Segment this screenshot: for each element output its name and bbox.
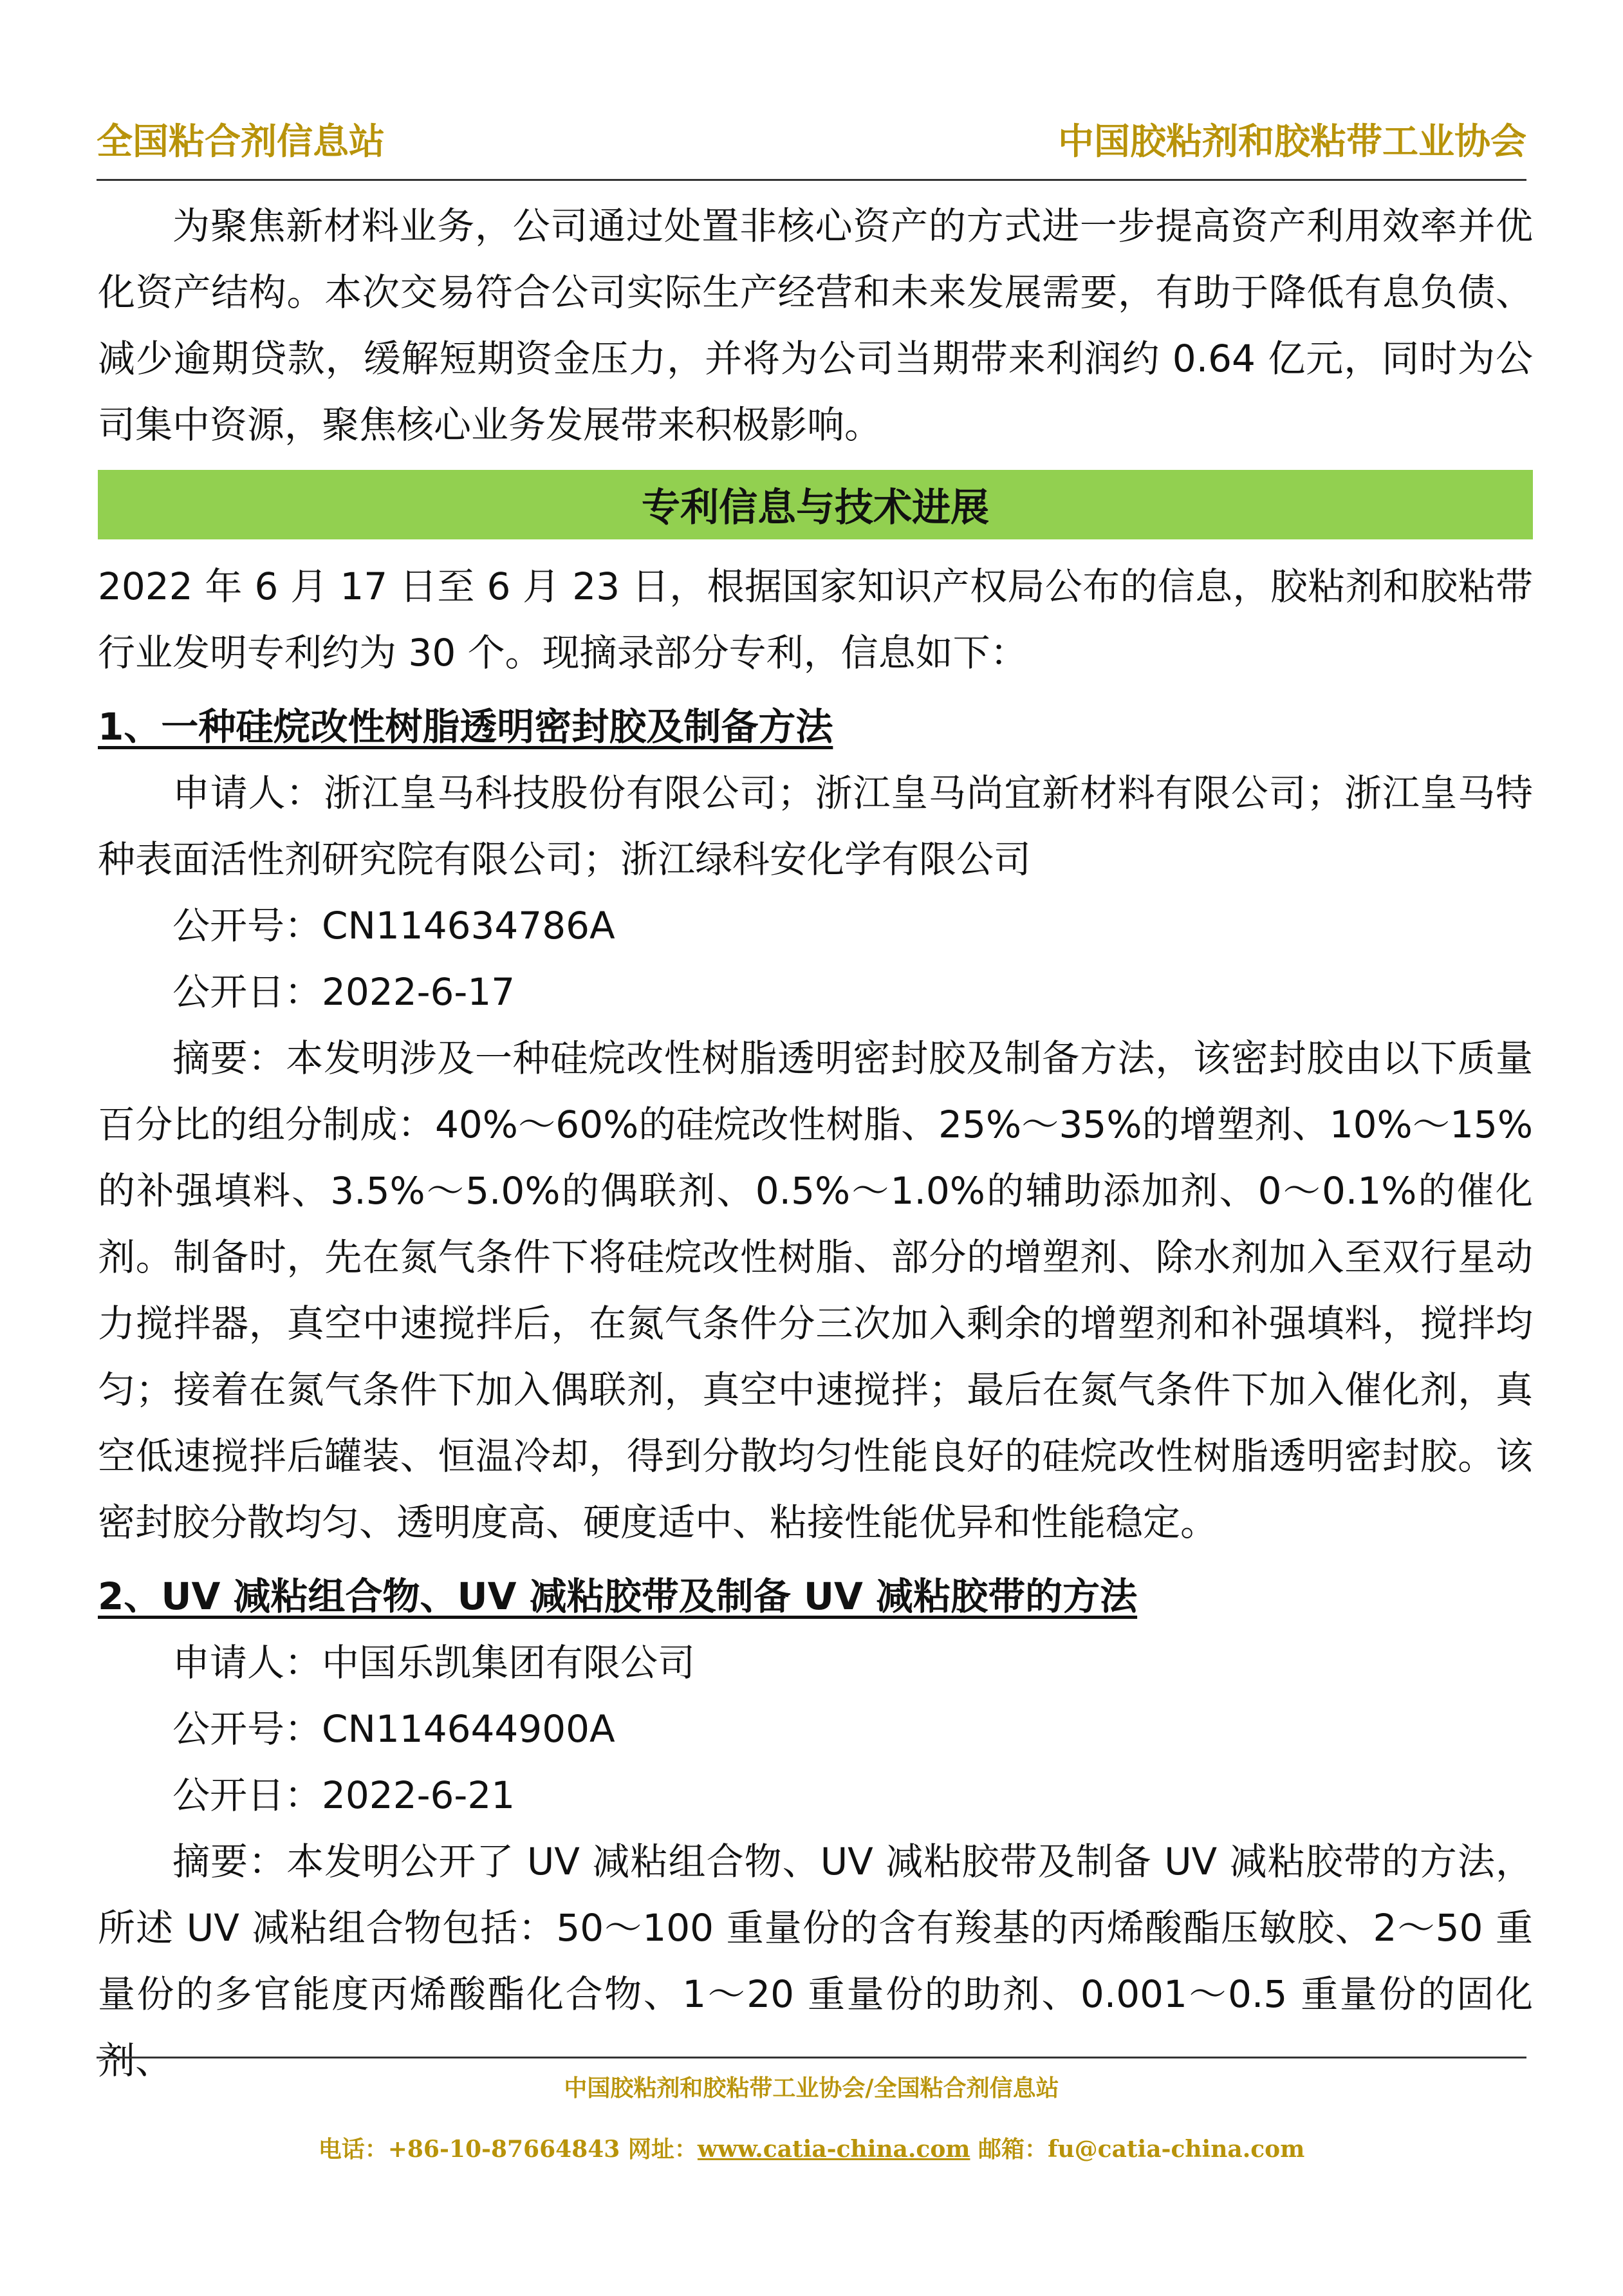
- footer-contact: [97, 2131, 1526, 2164]
- page-header: [97, 108, 1526, 181]
- patent-1-pub-no: 公开号：CN114634786A: [172, 904, 615, 947]
- footer-email: 邮箱：fu@catia-china.com: [978, 2136, 1305, 2163]
- intro-paragraph: 为聚焦新材料业务，公司通过处置非核心资产的方式进一步提高资产利用效率并优化资产结构。本次交易符合公司实际生产经营和未来发展需要，有助于降低有息负债、减少逾期贷款，缓解短期资金压力，并将为公司当期带来利润约 0.64 亿元，同时为公司集中资源，聚焦核心业务发展带来积极影响。: [98, 204, 1533, 447]
- header-right-title: 中国胶粘剂和胶粘带工业协会: [1058, 120, 1526, 163]
- patent-1-title: 1、一种硅烷改性树脂透明密封胶及制备方法: [98, 705, 833, 749]
- footer-phone: 电话：+86-10-87664843: [318, 2136, 620, 2163]
- footer-org: 中国胶粘剂和胶粘带工业协会/全国粘合剂信息站: [564, 2075, 1059, 2102]
- patent-2-pub-date: 公开日：2022-6-21: [172, 1773, 515, 1817]
- patent-1-applicant: 申请人：浙江皇马科技股份有限公司；浙江皇马尚宜新材料有限公司；浙江皇马特种表面活性剂研究院有限公司；浙江绿科安化学有限公司: [98, 771, 1533, 881]
- patent-1-pub-date: 公开日：2022-6-17: [172, 970, 515, 1014]
- patent-1-abstract: 摘要：本发明涉及一种硅烷改性树脂透明密封胶及制备方法，该密封胶由以下质量百分比的组分制成：40%～60%的硅烷改性树脂、25%～35%的增塑剂、10%～15%的补强填料、3.5%～5.0%的偶联剂、0.5%～1.0%的辅助添加剂、0～0.1%的催化剂。制备时，先在氮气条件下将硅烷改性树脂、部分的增塑剂、除水剂加入至双行星动力搅拌器，真空中速搅拌后，在氮气条件分三次加入剩余的增塑剂和补强填料，搅拌均匀；接着在氮气条件下加入偶联剂，真空中速搅拌；最后在氮气条件下加入催化剂，真空低速搅拌后罐装、恒温冷却，得到分散均匀性能良好的硅烷改性树脂透明密封胶。该密封胶分散均匀、透明度高、硬度适中、粘接性能优异和性能稳定。: [98, 1036, 1533, 1544]
- patent-2-abstract: 摘要：本发明公开了 UV 减粘组合物、UV 减粘胶带及制备 UV 减粘胶带的方法，所述 UV 减粘组合物包括：50～100 重量份的含有羧基的丙烯酸酯压敏胶、2～50 重量份的多官能度丙烯酸酯化合物、1～20 重量份的助剂、0.001～0.5 重量份的固化剂、: [98, 1840, 1533, 2082]
- section-intro: 2022 年 6 月 17 日至 6 月 23 日，根据国家知识产权局公布的信息，胶粘剂和胶粘带行业发明专利约为 30 个。现摘录部分专利，信息如下：: [98, 565, 1533, 675]
- patent-2-title: 2、UV 减粘组合物、UV 减粘胶带及制备 UV 减粘胶带的方法: [98, 1574, 1138, 1618]
- patent-2-applicant: 申请人：中国乐凯集团有限公司: [172, 1641, 696, 1685]
- patent-2-pub-no: 公开号：CN114644900A: [172, 1707, 615, 1751]
- footer-web-link[interactable]: www.catia-china.com: [697, 2136, 970, 2163]
- header-left-title: 全国粘合剂信息站: [97, 120, 385, 163]
- document-body: [98, 193, 1533, 2094]
- page-footer: [97, 2057, 1526, 2164]
- section-banner: 专利信息与技术进展: [98, 470, 1533, 539]
- footer-web-label: 网址：: [627, 2136, 698, 2163]
